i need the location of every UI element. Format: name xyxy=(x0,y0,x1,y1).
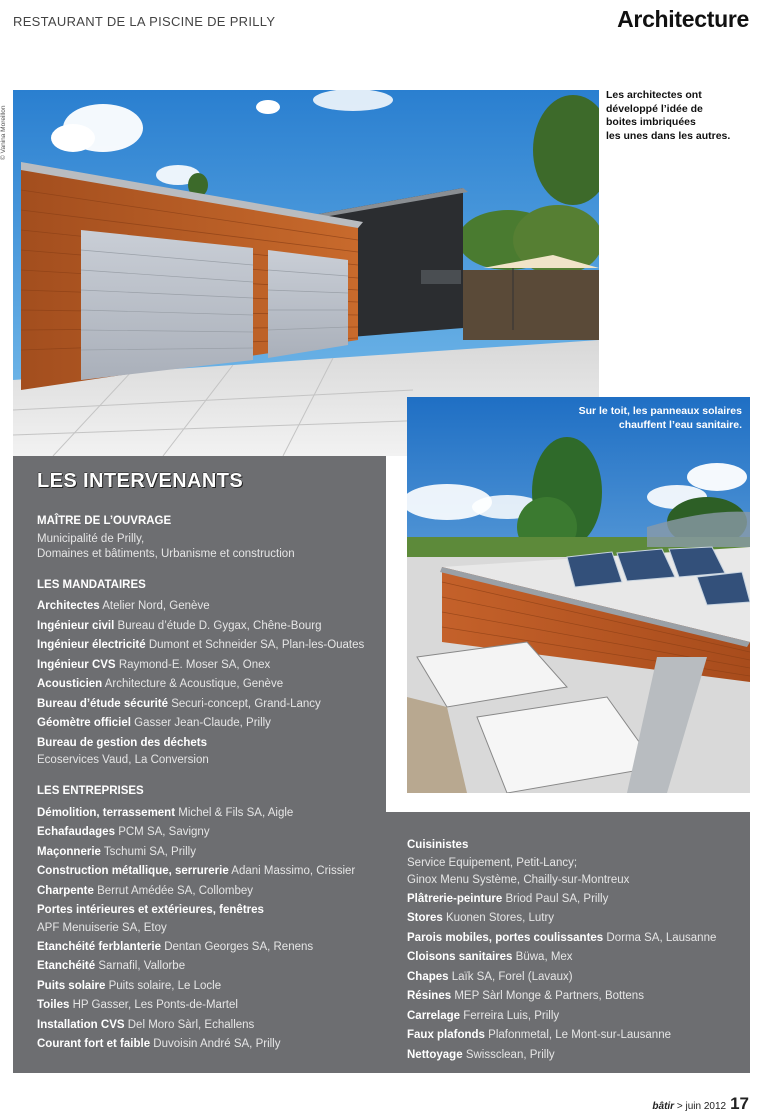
credit-entry xyxy=(37,695,382,715)
credits-left-column xyxy=(37,512,382,1055)
credit-company: PCM SA, Savigny xyxy=(118,826,210,838)
maitre-line: Domaines et bâtiments, Urbanisme et construction xyxy=(37,547,295,560)
credit-entry xyxy=(37,656,382,676)
photo-credit: © Vanina Moreillon xyxy=(0,105,7,160)
intervenants-title: LES INTERVENANTS xyxy=(37,470,244,492)
credit-entry xyxy=(37,714,382,734)
credit-role: Construction métallique, serrurerie xyxy=(37,865,229,877)
credit-entry xyxy=(37,597,382,617)
credit-entry xyxy=(37,1016,382,1036)
magazine-name: bâtir xyxy=(652,1101,675,1112)
credit-entry xyxy=(407,1046,747,1066)
credit-entry xyxy=(37,996,382,1016)
category-title: Architecture xyxy=(617,6,749,32)
credit-entry xyxy=(37,804,382,824)
credit-entry xyxy=(37,862,382,882)
caption-architecture: Les architectes ont développé l’idée de boites imbriquées les unes dans les autres. xyxy=(606,89,731,142)
credit-company: Del Moro Sàrl, Echallens xyxy=(127,1018,255,1031)
credit-company: Raymond-E. Moser SA, Onex xyxy=(118,658,271,671)
issue-date: > juin 2012 xyxy=(674,1101,727,1112)
credit-company: Michel & Fils SA, Aigle xyxy=(178,806,294,819)
credit-company: Gasser Jean-Claude, Prilly xyxy=(134,717,271,729)
credit-role: Courant fort et faible xyxy=(37,1038,151,1050)
credit-entry xyxy=(37,823,382,843)
credit-entry xyxy=(37,617,382,637)
credit-entry xyxy=(37,901,382,936)
credit-company: Bureau d’étude D. Gygax, Chêne-Bourg xyxy=(117,619,322,632)
credit-role: Chapes xyxy=(407,970,449,983)
credit-company: Büwa, Mex xyxy=(515,951,573,963)
credit-company: Briod Paul SA, Prilly xyxy=(505,892,609,905)
credit-company: Securi-concept, Grand-Lancy xyxy=(171,697,321,710)
credit-role: Etanchéité xyxy=(37,960,96,972)
running-head: RESTAURANT DE LA PISCINE DE PRILLY xyxy=(13,14,276,29)
credit-entry xyxy=(407,929,747,949)
credit-role: Parois mobiles, portes coulissantes xyxy=(407,931,604,944)
credit-entry xyxy=(407,968,747,988)
credit-role: Toiles xyxy=(37,999,70,1011)
credit-entry xyxy=(407,948,747,968)
credit-role: Ingénieur civil xyxy=(37,619,115,632)
credit-entry xyxy=(37,636,382,656)
credit-company: MEP Sàrl Monge & Partners, Bottens xyxy=(454,990,644,1002)
credit-role: Stores xyxy=(407,912,443,924)
credit-role: Portes intérieures et extérieures, fenêtres xyxy=(37,904,264,916)
page-footer xyxy=(652,1094,749,1114)
credit-entry xyxy=(37,675,382,695)
entreprises-heading: LES ENTREPRISES xyxy=(37,785,144,797)
credit-company: Kuonen Stores, Lutry xyxy=(446,912,555,924)
credit-role: Puits solaire xyxy=(37,979,106,992)
credit-entry xyxy=(407,909,747,929)
credit-entry xyxy=(407,987,747,1007)
credit-role: Faux plafonds xyxy=(407,1029,485,1041)
photo-solar-roof xyxy=(407,397,750,793)
credit-company: HP Gasser, Les Ponts-de-Martel xyxy=(72,999,238,1011)
credit-role: Résines xyxy=(407,990,452,1002)
credit-company: Laïk SA, Forel (Lavaux) xyxy=(451,970,573,983)
credit-company: Swissclean, Prilly xyxy=(465,1048,555,1061)
credit-company: Sarnafil, Vallorbe xyxy=(98,960,186,972)
credit-company: Ecoservices Vaud, La Conversion xyxy=(37,754,209,766)
credits-right-column xyxy=(407,836,747,1065)
maitre-heading: MAÎTRE DE L’OUVRAGE xyxy=(37,515,172,527)
credit-entry xyxy=(37,977,382,997)
page-number: 17 xyxy=(730,1094,749,1113)
credit-role: Echafaudages xyxy=(37,826,115,838)
credit-entry xyxy=(407,836,747,888)
credit-role: Cuisinistes xyxy=(407,839,469,851)
entreprises-section xyxy=(37,782,382,1055)
mandataires-section xyxy=(37,576,382,769)
credit-company: Duvoisin André SA, Prilly xyxy=(153,1038,281,1050)
credit-role: Géomètre officiel xyxy=(37,717,131,729)
credit-role: Installation CVS xyxy=(37,1018,125,1031)
credit-company: Adani Massimo, Crissier xyxy=(231,865,356,877)
maitre-section xyxy=(37,512,382,562)
credit-entry xyxy=(37,957,382,977)
credit-role: Architectes xyxy=(37,600,100,612)
credit-role: Démolition, terrassement xyxy=(37,806,176,819)
credit-company: Ginox Menu Système, Chailly-sur-Montreux xyxy=(407,873,630,886)
credit-entry xyxy=(407,1007,747,1027)
credit-company: Ferreira Luis, Prilly xyxy=(463,1009,560,1022)
credit-role: Ingénieur CVS xyxy=(37,658,116,671)
credit-role: Bureau d’étude sécurité xyxy=(37,697,169,710)
credit-company: Architecture & Acoustique, Genève xyxy=(104,678,284,690)
credit-role: Charpente xyxy=(37,884,94,897)
credit-entry xyxy=(37,843,382,863)
credit-role: Acousticien xyxy=(37,678,103,690)
credit-role: Cloisons sanitaires xyxy=(407,951,513,963)
credit-role: Nettoyage xyxy=(407,1048,463,1061)
credit-role: Bureau de gestion des déchets xyxy=(37,736,207,749)
credit-company: Berrut Amédée SA, Collombey xyxy=(97,884,254,897)
credit-role: Plâtrerie-peinture xyxy=(407,892,503,905)
credit-company: APF Menuiserie SA, Etoy xyxy=(37,921,167,934)
credit-company: Dentan Georges SA, Renens xyxy=(164,940,314,953)
credit-entry xyxy=(407,1026,747,1046)
credit-entry xyxy=(37,882,382,902)
credit-entry xyxy=(407,890,747,910)
credit-entry xyxy=(37,734,382,769)
credit-company: Plafonmetal, Le Mont-sur-Lausanne xyxy=(488,1029,671,1041)
credit-company: Dumont et Schneider SA, Plan-les-Ouates xyxy=(148,639,365,651)
credit-role: Carrelage xyxy=(407,1009,461,1022)
maitre-line: Municipalité de Prilly, xyxy=(37,532,145,545)
mandataires-heading: LES MANDATAIRES xyxy=(37,578,146,591)
credit-entry xyxy=(37,1035,382,1055)
credit-company: Puits solaire, Le Locle xyxy=(108,979,222,992)
credit-role: Etanchéité ferblanterie xyxy=(37,940,161,953)
credit-company: Tschumi SA, Prilly xyxy=(103,845,196,858)
credit-company: Atelier Nord, Genève xyxy=(102,600,210,612)
credit-company: Dorma SA, Lausanne xyxy=(606,931,717,944)
credit-company: Service Equipement, Petit-Lancy; xyxy=(407,856,578,869)
credit-role: Ingénieur électricité xyxy=(37,639,146,651)
credit-entry xyxy=(37,938,382,958)
credit-role: Maçonnerie xyxy=(37,845,101,858)
caption-solar: Sur le toit, les panneaux solaires chauffent l’eau sanitaire. xyxy=(578,405,742,431)
